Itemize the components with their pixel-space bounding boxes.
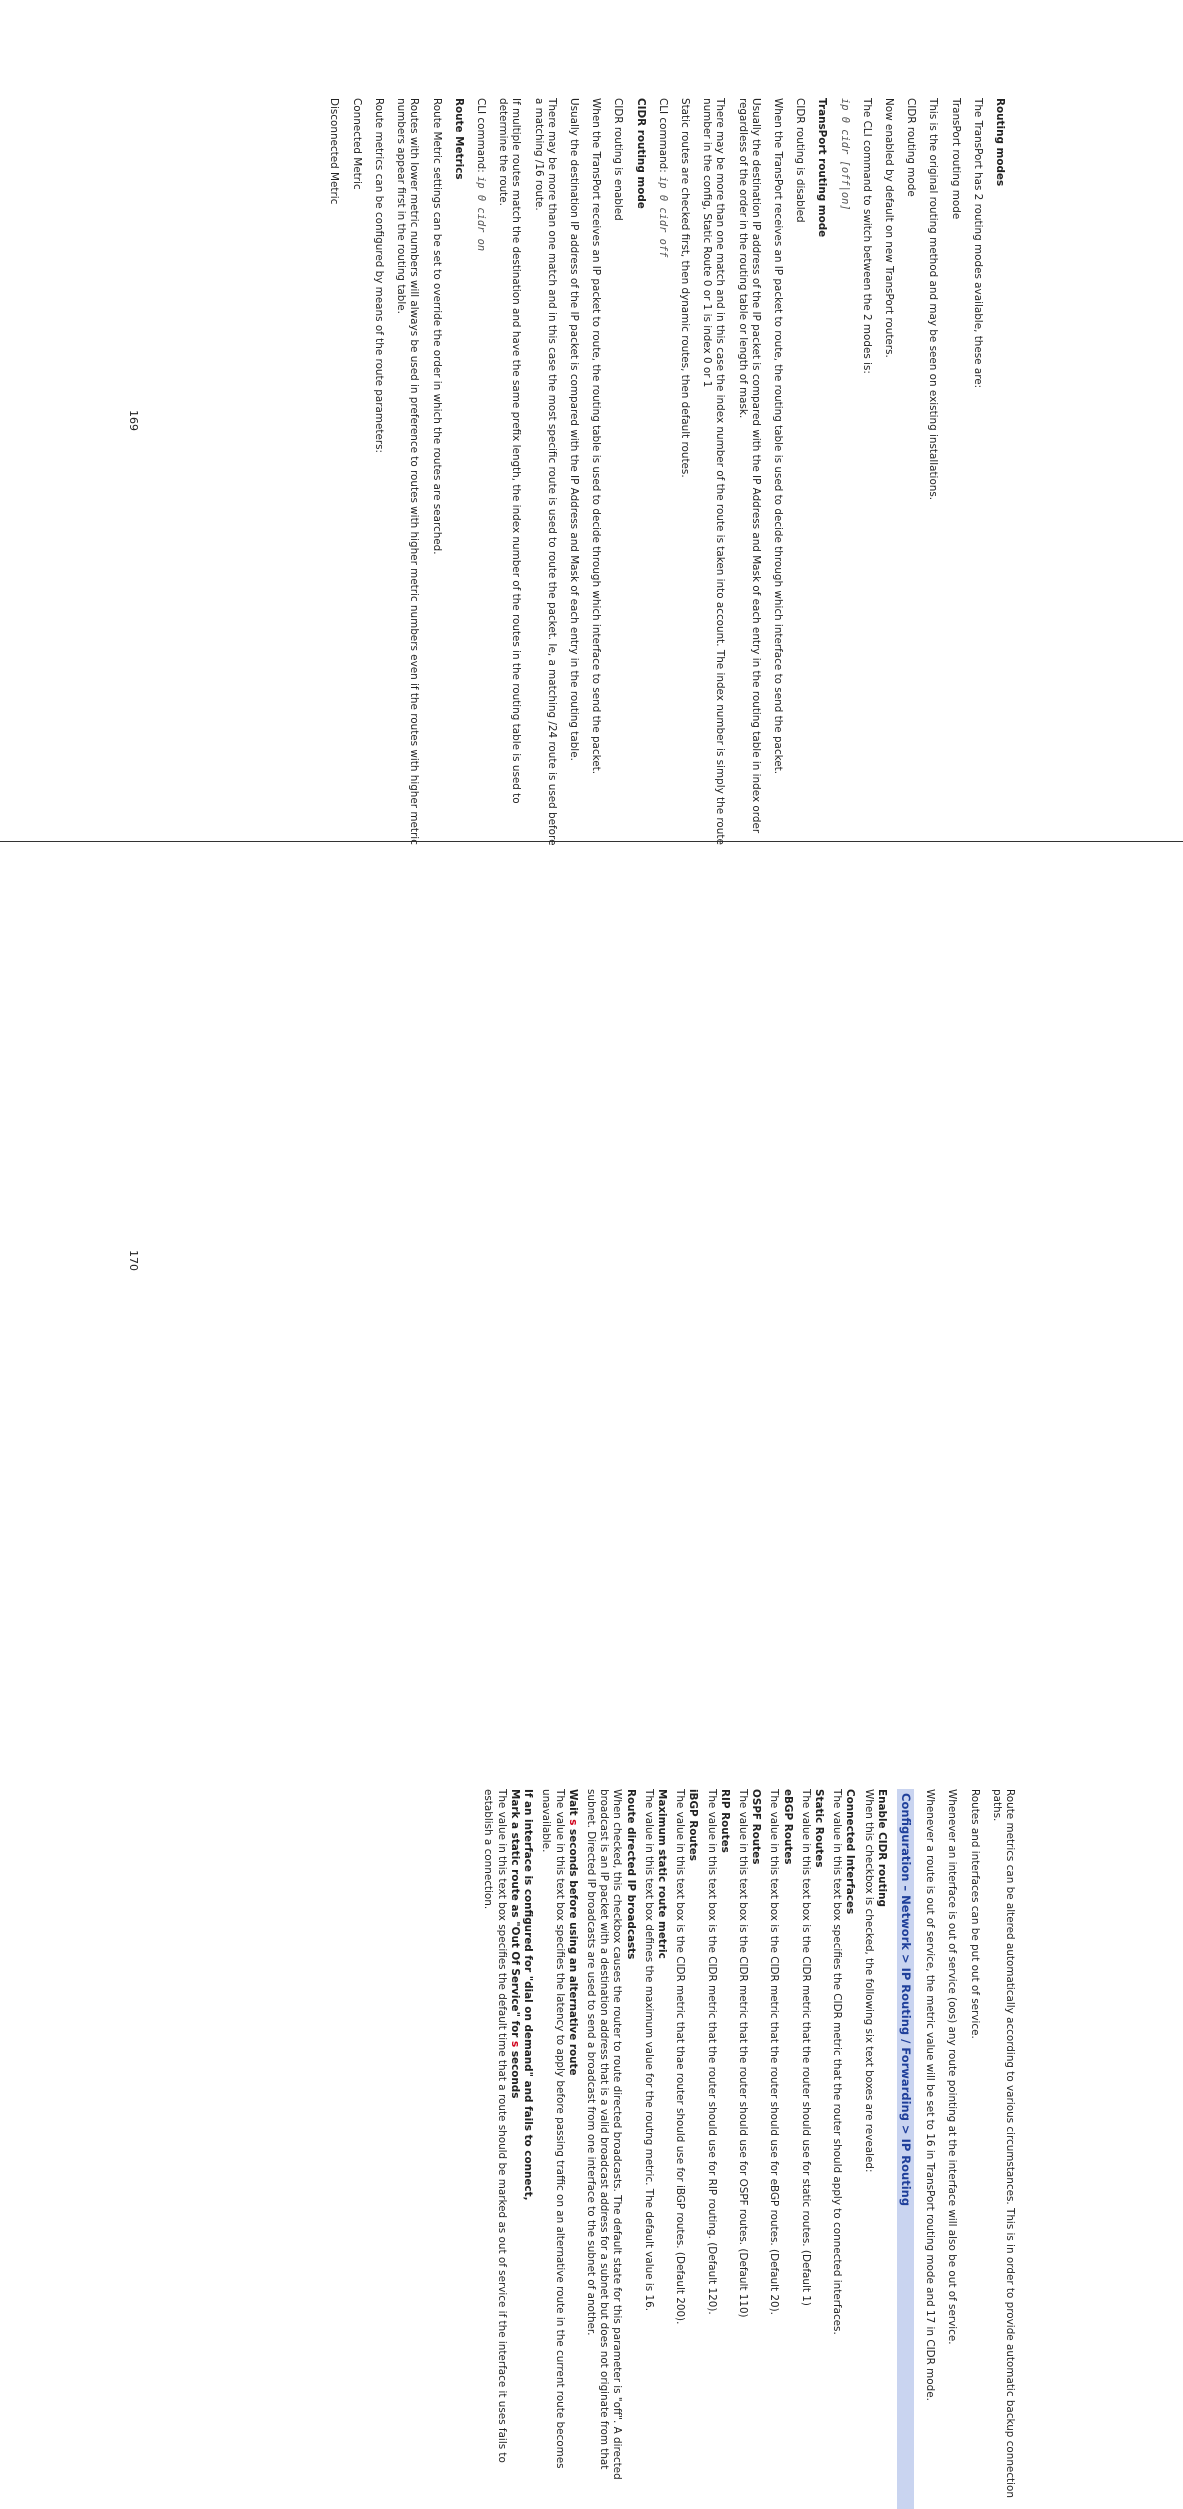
cli-switch-text: The CLI command to switch between the 2 modes is:: [860, 98, 873, 374]
cidr-para-2: Usually the destination IP address of the IP packet is compared with the IP Address and Mask of each entry in the routing table.: [567, 98, 580, 761]
max-metric-desc: The value in this text box defines the maximum value for the routng metric. The default value is 16.: [642, 1789, 655, 2312]
static-title: Static Routes: [812, 1789, 825, 1868]
rip-block: [704, 1789, 730, 2509]
ospf-block: [736, 1789, 762, 2509]
metrics-para-1: Route Metric settings can be set to override the order in which the routes are searched.: [430, 98, 443, 555]
metrics-para-2: Routes with lower metric numbers will always be used in preference to routes with higher metric numbers even if the routes with higher metric numbers appear first in the routing table.: [395, 98, 421, 845]
mark-desc: The value in this text box specifies the default time that a route should be marked as out of service if the interface it uses fails to establish a connection.: [482, 1789, 508, 2463]
rip-title: RIP Routes: [718, 1789, 731, 1853]
transport-cidr-disabled: CIDR routing is disabled: [794, 98, 807, 223]
static-desc: The value in this text box is the CIDR metric that the router should use for static routes. (Default 1): [799, 1789, 812, 2306]
rip-desc: The value in this text box is the CIDR metric that the router should use for RIP routing. (Default 120).: [705, 1789, 718, 2315]
config-path-banner: Configuration – Network > IP Routing / Forwarding > IP Routing: [897, 1789, 914, 2509]
cli-label: CLI command:: [474, 98, 487, 177]
mark-title: [508, 1789, 521, 2509]
page-number: 170: [127, 1250, 140, 1271]
dial-block: [481, 1789, 534, 2509]
static-block: [799, 1789, 825, 2509]
mode-transport-desc: This is the original routing method and may be seen on existing installations.: [927, 98, 940, 501]
wait-title-end: seconds before using an alternative route: [566, 1825, 579, 2076]
dial-title: If an interface is configured for "dial on demand" and fails to connect,: [522, 1789, 535, 2201]
p170-para-3: Whenever an interface is out of service (oos) any route pointing at the interface will also be out of service.: [946, 1789, 959, 2345]
cli-command-on: [474, 98, 487, 848]
ibgp-block: [673, 1789, 699, 2509]
cidr-para-1: When the TransPort receives an IP packet to route, the routing table is used to decide through which interface to send the packet.: [590, 98, 603, 775]
transport-para-4: Static routes are checked first, then dynamic routes, then default routes.: [678, 98, 691, 478]
connected-title: Connected Interfaces: [844, 1789, 857, 1915]
p170-para-1: Route metrics can be altered automatically according to various circumstances. This is in order to provide automatic backup connection paths.: [990, 1789, 1016, 2498]
enable-cidr-block: [861, 1789, 887, 2509]
max-metric-title: Maximum static route metric: [655, 1789, 668, 1959]
page-170-content: [136, 1789, 1016, 2509]
cli-command-off: [656, 98, 669, 848]
mark-title-end: seconds: [508, 2047, 521, 2099]
wait-title: [566, 1789, 579, 2509]
cidr-para-4: If multiple routes match the destination and have the same prefix length, the index number of the routes in the routing table is used to determine the route.: [497, 98, 523, 804]
ebgp-title: eBGP Routes: [781, 1789, 794, 1865]
transport-para-1: When the TransPort receives an IP packet to route, the routing table is used to decide through which interface to send the packet.: [771, 98, 784, 775]
cli-switch-command: ip 0 cidr [off|on]: [838, 98, 851, 211]
page-170-sheet: [0, 842, 1183, 2498]
page-169-sheet: [0, 0, 1183, 846]
page-169-content: [126, 98, 1006, 848]
ibgp-title: iBGP Routes: [687, 1789, 700, 1861]
cidr-para-3: There may be more than one match and in this case the most specific route is used to route the packet. Ie, a matching /24 route is used before a matching /16 route.: [532, 98, 558, 846]
cli-off-command: ip 0 cidr off: [656, 176, 669, 258]
connected-desc: The value in this text box specifies the CIDR metric that the router should apply to connected interfaces.: [831, 1789, 844, 2335]
routing-modes-heading: Routing modes: [994, 98, 1006, 187]
cli-label: CLI command:: [656, 98, 669, 177]
p170-para-2: Routes and interfaces can be put out of service.: [968, 1789, 981, 2039]
ebgp-desc: The value in this text box is the CIDR metric that the router should use for eBGP routes. (Default 20).: [768, 1789, 781, 2315]
wait-title-start: Wait: [566, 1789, 579, 1820]
ebgp-block: [767, 1789, 793, 2509]
mark-variable: s: [508, 2041, 521, 2048]
mode-cidr: CIDR routing mode: [905, 98, 918, 197]
directed-broadcast-desc: When checked, this checkbox causes the router to route directed broadcasts. The default state for this parameter is "off". A directed broadcast is an IP packet with a destination address that is a valid broadcast address for a subnet but does not originate from that subnet. Directed IP broadcasts are used to send a broadcast from one interface to the subnet of another.: [584, 1789, 624, 2480]
metric-connected: Connected Metric: [350, 98, 363, 190]
ospf-title: OSPF Routes: [750, 1789, 763, 1865]
mark-title-start: Mark a static route as "Out Of Service" for: [508, 1789, 521, 2042]
directed-broadcast-title: Route directed IP broadcasts: [624, 1789, 637, 1960]
mode-transport: TransPort routing mode: [949, 98, 962, 220]
directed-broadcast-block: [584, 1789, 637, 2509]
mode-cidr-desc: Now enabled by default on new TransPort routers.: [882, 98, 895, 358]
page-number: 169: [127, 410, 140, 431]
transport-para-3: There may be more than one match and in this case the index number of the route is taken into account. The index number is simply the route number in the config, Static Route 0 or 1 is index 0 or 1: [701, 98, 727, 845]
route-metrics-heading: Route Metrics: [452, 98, 465, 180]
cidr-mode-heading: CIDR routing mode: [634, 98, 647, 209]
p170-para-4: Whenever a route is out of service, the metric value will be set to 16 in TransPort routing mode and 17 in CIDR mode.: [924, 1789, 937, 2401]
enable-cidr-desc: When this checkbox is checked, the following six text boxes are revealed:: [862, 1789, 875, 2173]
metrics-para-3: Route metrics can be configured by means of the route parameters:: [372, 98, 385, 454]
wait-block: [539, 1789, 579, 2509]
ospf-desc: The value in this text box is the CIDR metric that the router should use for OSPF routes. (Default 110): [736, 1789, 749, 2318]
routing-modes-intro: The TransPort has 2 routing modes available, these are:: [971, 98, 984, 389]
transport-mode-heading: TransPort routing mode: [816, 98, 829, 238]
cidr-enabled: CIDR routing is enabled: [612, 98, 625, 221]
max-metric-block: [642, 1789, 668, 2509]
connected-block: [830, 1789, 856, 2509]
transport-para-2: Usually the destination IP address of the IP packet is compared with the IP Address and Mask of each entry in the routing table in index order regardless of the order in the routing table or length of mask.: [736, 98, 762, 834]
ibgp-desc: The value in this text box is the CIDR metric that thae router should use for iBGP routes. (Default 200).: [674, 1789, 687, 2325]
wait-desc: The value in this text box specifies the latency to apply before passing traffic on an alternative route in the current route becomes unavailable.: [540, 1789, 566, 2469]
metric-disconnected: Disconnected Metric: [328, 98, 341, 205]
wait-variable: s: [566, 1819, 579, 1826]
enable-cidr-title: Enable CIDR routing: [875, 1789, 888, 1907]
cli-on-command: ip 0 cidr on: [474, 176, 487, 252]
